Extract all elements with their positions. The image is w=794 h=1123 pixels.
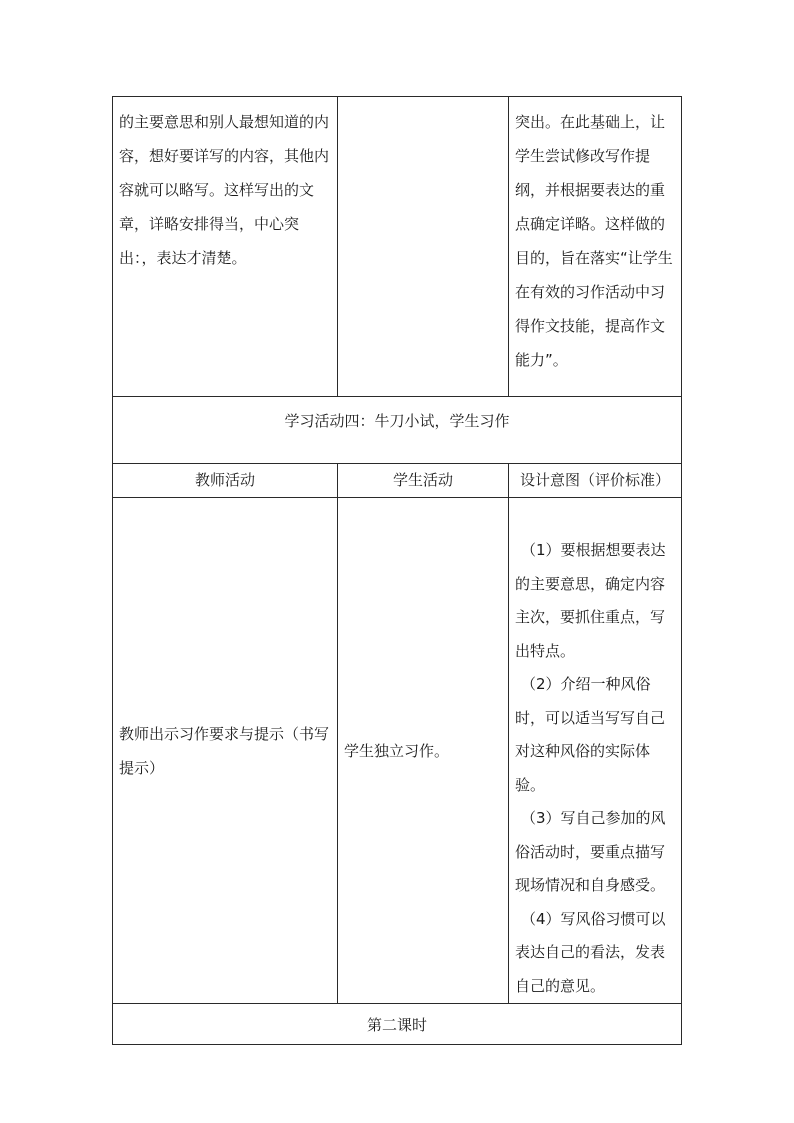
section-title: 学习活动四：牛刀小试，学生习作	[284, 412, 510, 430]
design-intent-list	[509, 498, 681, 1003]
section-title-cell	[113, 397, 682, 464]
table-row	[113, 1004, 682, 1045]
header-teacher-activity: 教师活动	[113, 464, 338, 498]
student-activity-text	[338, 97, 508, 105]
student-activity-cell	[338, 97, 509, 397]
list-item: （1）要根据想要表达的主要意思，确定内容主次，要抓住重点，写出特点。	[515, 541, 666, 660]
teacher-activity-cell	[113, 97, 338, 397]
design-intent-cell	[509, 97, 682, 397]
table-row	[113, 498, 682, 1004]
teacher-activity-text: 的主要意思和别人最想知道的内容，想好要详写的内容，其他内容就可以略写。这样写出的文章，详略安排得当，中心突出：，表达才清楚。	[119, 113, 330, 267]
student-activity-text: 学生独立习作。	[344, 741, 450, 760]
student-activity-cell	[338, 498, 509, 1004]
list-item: （2）介绍一种风俗时，可以适当写写自己对这种风俗的实际体验。	[515, 675, 666, 794]
header-design-intent: 设计意图（评价标准）	[509, 464, 682, 498]
teacher-activity-cell	[113, 498, 338, 1004]
list-item: （3）写自己参加的风俗活动时，要重点描写现场情况和自身感受。	[515, 809, 666, 894]
table-row	[113, 397, 682, 464]
table-row	[113, 464, 682, 498]
teacher-activity-text: 教师出示习作要求与提示（书写提示）	[119, 724, 330, 777]
design-intent-cell	[509, 498, 682, 1004]
second-lesson-title: 第二课时	[113, 1004, 682, 1045]
design-intent-text: 突出。在此基础上，让学生尝试修改写作提纲，并根据要表达的重点确定详略。这样做的目的，旨在落实“让学生在有效的习作活动中习得作文技能，提高作文能力”。	[515, 113, 673, 369]
list-item: （4）写风俗习惯可以表达自己的看法，发表自己的意见。	[515, 909, 666, 995]
lesson-plan-table	[112, 96, 682, 1045]
table-row	[113, 97, 682, 397]
header-student-activity: 学生活动	[338, 464, 509, 498]
